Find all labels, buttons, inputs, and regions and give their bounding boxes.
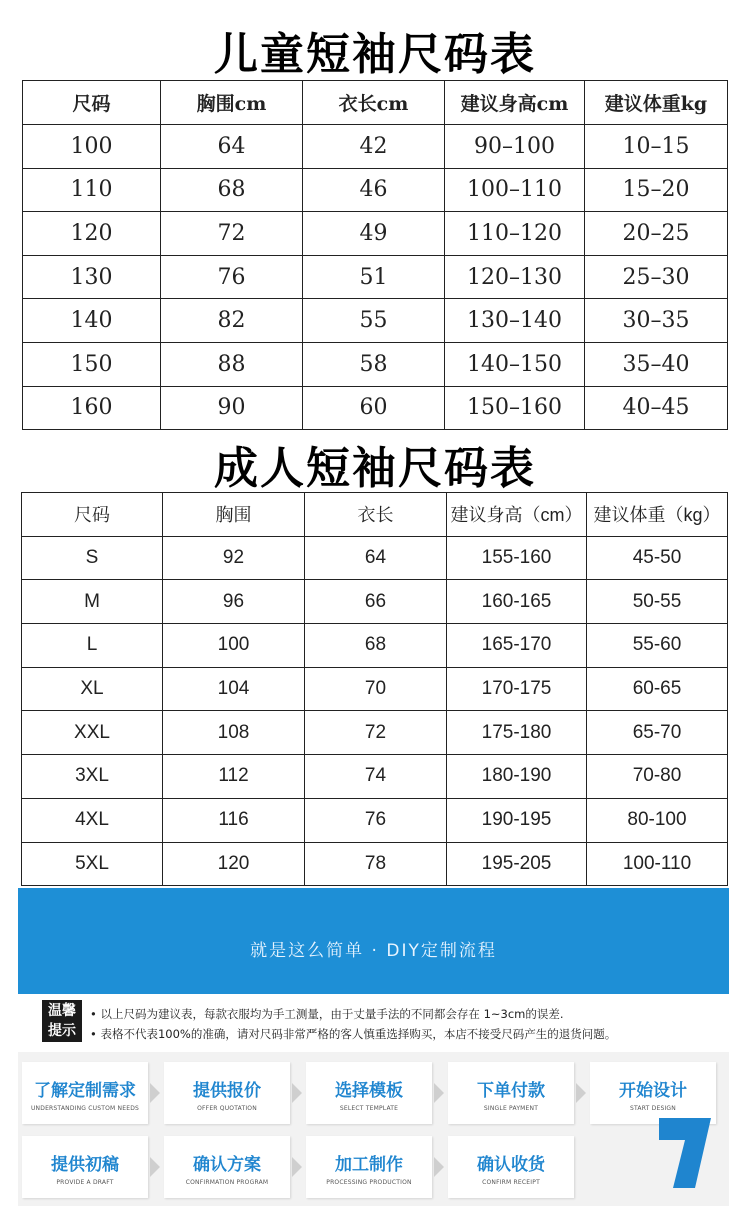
- kids-table-cell: 58: [303, 342, 445, 386]
- kids-table-cell: 64: [161, 125, 303, 169]
- process-step-subtitle: SINGLE PAYMENT: [483, 1105, 539, 1112]
- kids-table-cell: 160: [23, 386, 161, 430]
- adult-table-cell: 76: [305, 798, 447, 842]
- adult-size-table: [21, 492, 728, 886]
- kids-table-cell: 140–150: [445, 342, 585, 386]
- adult-table-row: [22, 667, 728, 711]
- notice-badge-line1: 温馨: [48, 1003, 76, 1019]
- step-arrow-icon: [292, 1083, 302, 1103]
- adult-table-cell: XXL: [22, 711, 163, 755]
- adult-table-cell: L: [22, 624, 163, 668]
- process-step-subtitle: UNDERSTANDING CUSTOM NEEDS: [30, 1105, 140, 1112]
- adult-table-row: [22, 536, 728, 580]
- kids-table-cell: 51: [303, 255, 445, 299]
- kids-table-row: [23, 255, 728, 299]
- process-step-title: 确认收货: [477, 1155, 545, 1175]
- kids-table-cell: 120: [23, 212, 161, 256]
- adult-table-cell: 96: [163, 580, 305, 624]
- process-step-subtitle: PROCESSING PRODUCTION: [326, 1179, 412, 1186]
- adult-table-cell: XL: [22, 667, 163, 711]
- kids-table-cell: 60: [303, 386, 445, 430]
- adult-table-cell: 165-170: [447, 624, 587, 668]
- process-step-subtitle: CONFIRM RECEIPT: [482, 1179, 540, 1186]
- process-step-subtitle: START DESIGN: [630, 1105, 676, 1112]
- kids-table-cell: 90: [161, 386, 303, 430]
- adult-table-cell: 74: [305, 755, 447, 799]
- kids-table-cell: 150: [23, 342, 161, 386]
- kids-table-cell: 42: [303, 125, 445, 169]
- process-step: [448, 1062, 574, 1124]
- adult-column-header: 建议身高（cm）: [447, 493, 587, 537]
- kids-column-header: 衣长cm: [303, 81, 445, 125]
- process-step-title: 加工制作: [335, 1155, 403, 1175]
- step-arrow-icon: [576, 1083, 586, 1103]
- step-arrow-icon: [434, 1083, 444, 1103]
- adult-table-cell: 100: [163, 624, 305, 668]
- adult-table-cell: 78: [305, 842, 447, 886]
- adult-table-cell: 70-80: [587, 755, 728, 799]
- process-step: [448, 1136, 574, 1198]
- adult-table-cell: 116: [163, 798, 305, 842]
- kids-table-cell: 76: [161, 255, 303, 299]
- process-step: [22, 1136, 148, 1198]
- diy-process-banner: [18, 888, 729, 994]
- kids-table-cell: 110–120: [445, 212, 585, 256]
- adult-table-cell: 3XL: [22, 755, 163, 799]
- process-step: [164, 1136, 290, 1198]
- adult-table-cell: 195-205: [447, 842, 587, 886]
- kids-table-row: [23, 342, 728, 386]
- kids-table-cell: 10–15: [585, 125, 728, 169]
- process-step-title: 提供初稿: [51, 1155, 119, 1175]
- process-step-subtitle: SELECT TEMPLATE: [339, 1105, 399, 1112]
- adult-table-cell: 170-175: [447, 667, 587, 711]
- step-arrow-icon: [434, 1157, 444, 1177]
- kids-table-cell: 110: [23, 168, 161, 212]
- notice-text-2: • 表格不代表100%的准确，请对尺码非常严格的客人慎重选择购买，本店不接受尺码产生的退货问题。: [90, 1027, 617, 1041]
- process-step-title: 下单付款: [477, 1081, 545, 1101]
- adult-table-cell: 55-60: [587, 624, 728, 668]
- adult-table-cell: 70: [305, 667, 447, 711]
- adult-table-cell: 108: [163, 711, 305, 755]
- adult-table-cell: 65-70: [587, 711, 728, 755]
- adult-table-cell: 64: [305, 536, 447, 580]
- kids-column-header: 胸围cm: [161, 81, 303, 125]
- kids-table-cell: 15–20: [585, 168, 728, 212]
- process-step-title: 开始设计: [619, 1081, 687, 1101]
- kids-table-cell: 82: [161, 299, 303, 343]
- notice-badge: [42, 1000, 82, 1042]
- kids-table-cell: 49: [303, 212, 445, 256]
- adult-table-cell: 80-100: [587, 798, 728, 842]
- adult-table-cell: 155-160: [447, 536, 587, 580]
- kids-table-cell: 140: [23, 299, 161, 343]
- adult-column-header: 衣长: [305, 493, 447, 537]
- adult-table-cell: 68: [305, 624, 447, 668]
- adult-column-header: 胸围: [163, 493, 305, 537]
- kids-table-row: [23, 386, 728, 430]
- kids-column-header: 建议体重kg: [585, 81, 728, 125]
- step-arrow-icon: [150, 1157, 160, 1177]
- kids-size-table: [22, 80, 728, 430]
- adult-table-cell: 100-110: [587, 842, 728, 886]
- kids-table-cell: 20–25: [585, 212, 728, 256]
- notice-badge-line2: 提示: [48, 1023, 76, 1039]
- adult-table-row: [22, 624, 728, 668]
- process-step-title: 选择模板: [335, 1081, 403, 1101]
- adult-table-cell: 112: [163, 755, 305, 799]
- process-step: [164, 1062, 290, 1124]
- adult-column-header: 建议体重（kg）: [587, 493, 728, 537]
- banner-text: 就是这么简单 · DIY定制流程: [250, 941, 497, 961]
- kids-table-cell: 150–160: [445, 386, 585, 430]
- adult-table-cell: 180-190: [447, 755, 587, 799]
- step-arrow-icon: [292, 1157, 302, 1177]
- adult-table-row: [22, 842, 728, 886]
- adult-table-cell: 104: [163, 667, 305, 711]
- adult-table-cell: 175-180: [447, 711, 587, 755]
- adult-table-cell: 66: [305, 580, 447, 624]
- adult-table-cell: 60-65: [587, 667, 728, 711]
- kids-table-cell: 100–110: [445, 168, 585, 212]
- kids-table-cell: 25–30: [585, 255, 728, 299]
- adult-table-row: [22, 755, 728, 799]
- process-step-subtitle: CONFIRMATION PROGRAM: [185, 1179, 269, 1186]
- process-step: [306, 1062, 432, 1124]
- adult-table-cell: M: [22, 580, 163, 624]
- kids-table-cell: 46: [303, 168, 445, 212]
- kids-table-cell: 72: [161, 212, 303, 256]
- kids-table-row: [23, 125, 728, 169]
- adult-table-cell: 160-165: [447, 580, 587, 624]
- kids-table-cell: 35–40: [585, 342, 728, 386]
- kids-column-header: 建议身高cm: [445, 81, 585, 125]
- kids-table-cell: 90–100: [445, 125, 585, 169]
- notice-header: [18, 994, 729, 1052]
- adult-table-cell: 5XL: [22, 842, 163, 886]
- adult-table-cell: 50-55: [587, 580, 728, 624]
- kids-table-cell: 55: [303, 299, 445, 343]
- adult-table-row: [22, 580, 728, 624]
- adult-table-cell: 120: [163, 842, 305, 886]
- adult-column-header: 尺码: [22, 493, 163, 537]
- adult-table-cell: 45-50: [587, 536, 728, 580]
- adult-table-row: [22, 798, 728, 842]
- kids-table-cell: 130–140: [445, 299, 585, 343]
- kids-table-row: [23, 299, 728, 343]
- process-step-title: 了解定制需求: [34, 1081, 136, 1101]
- adult-table-cell: 92: [163, 536, 305, 580]
- process-step: [306, 1136, 432, 1198]
- kids-table-cell: 40–45: [585, 386, 728, 430]
- kids-table-cell: 120–130: [445, 255, 585, 299]
- kids-table-cell: 100: [23, 125, 161, 169]
- kids-size-chart-title: 儿童短袖尺码表: [214, 29, 536, 80]
- turn-arrow-icon: [655, 1110, 713, 1190]
- adult-table-cell: 190-195: [447, 798, 587, 842]
- kids-table-cell: 68: [161, 168, 303, 212]
- adult-table-cell: S: [22, 536, 163, 580]
- process-step-subtitle: PROVIDE A DRAFT: [56, 1179, 114, 1186]
- notice-text-1: • 以上尺码为建议表，每款衣服均为手工测量，由于丈量手法的不同都会存在 1~3cm的误差.: [90, 1007, 564, 1021]
- process-step-subtitle: OFFER QUOTATION: [197, 1105, 257, 1112]
- kids-table-cell: 130: [23, 255, 161, 299]
- adult-header-row: [22, 493, 728, 537]
- process-step-title: 提供报价: [193, 1081, 261, 1101]
- adult-size-chart-title: 成人短袖尺码表: [214, 443, 536, 494]
- kids-table-cell: 88: [161, 342, 303, 386]
- kids-table-cell: 30–35: [585, 299, 728, 343]
- adult-table-cell: 4XL: [22, 798, 163, 842]
- kids-header-row: [23, 81, 728, 125]
- kids-table-row: [23, 168, 728, 212]
- adult-table-cell: 72: [305, 711, 447, 755]
- process-step-title: 确认方案: [193, 1155, 261, 1175]
- kids-column-header: 尺码: [23, 81, 161, 125]
- kids-table-row: [23, 212, 728, 256]
- adult-table-row: [22, 711, 728, 755]
- process-step: [22, 1062, 148, 1124]
- step-arrow-icon: [150, 1083, 160, 1103]
